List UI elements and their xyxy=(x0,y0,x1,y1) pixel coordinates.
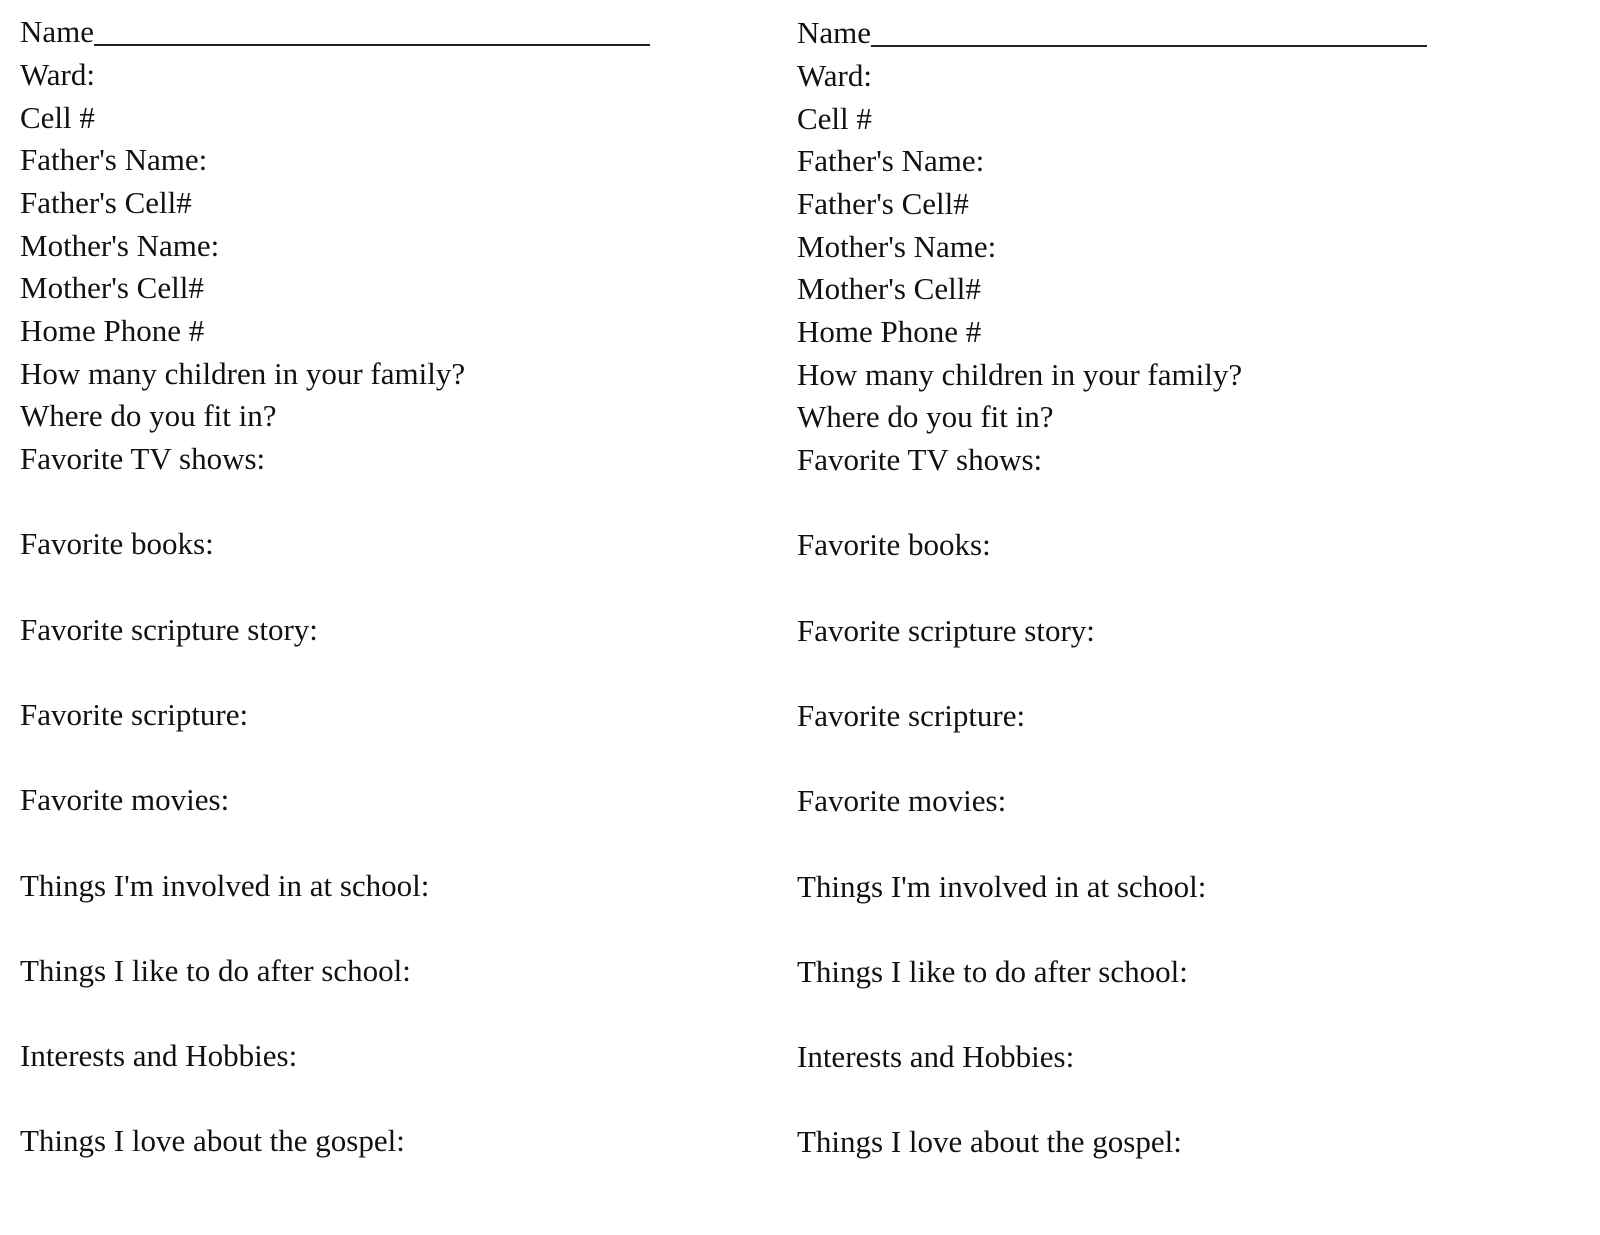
field-fit-in: Where do you fit in? xyxy=(797,399,1054,434)
field-father-name: Father's Name: xyxy=(797,143,985,178)
field-scripture: Favorite scripture: xyxy=(797,698,1026,733)
field-children-count: How many children in your family? xyxy=(797,357,1243,392)
field-interests-hobbies: Interests and Hobbies: xyxy=(797,1039,1075,1074)
field-home-phone: Home Phone # xyxy=(20,313,205,348)
field-school-involvement: Things I'm involved in at school: xyxy=(20,868,430,903)
name-label: Name xyxy=(797,15,872,50)
field-fit-in: Where do you fit in? xyxy=(20,398,277,433)
name-field xyxy=(20,12,650,52)
field-after-school: Things I like to do after school: xyxy=(797,954,1188,989)
field-tv-shows: Favorite TV shows: xyxy=(20,441,266,476)
field-father-cell: Father's Cell# xyxy=(20,185,192,220)
field-father-cell: Father's Cell# xyxy=(797,186,969,221)
field-cell: Cell # xyxy=(20,100,95,135)
field-scripture: Favorite scripture: xyxy=(20,697,249,732)
field-ward: Ward: xyxy=(20,57,95,92)
field-after-school: Things I like to do after school: xyxy=(20,953,411,988)
field-scripture-story: Favorite scripture story: xyxy=(797,613,1095,648)
field-school-involvement: Things I'm involved in at school: xyxy=(797,869,1207,904)
field-movies: Favorite movies: xyxy=(20,782,230,817)
name-field xyxy=(797,13,1427,53)
field-interests-hobbies: Interests and Hobbies: xyxy=(20,1038,298,1073)
field-mother-cell: Mother's Cell# xyxy=(797,271,981,306)
name-underline[interactable] xyxy=(871,45,1427,47)
field-movies: Favorite movies: xyxy=(797,783,1007,818)
field-books: Favorite books: xyxy=(797,527,991,562)
name-label: Name xyxy=(20,14,95,49)
field-books: Favorite books: xyxy=(20,526,214,561)
field-home-phone: Home Phone # xyxy=(797,314,982,349)
field-mother-name: Mother's Name: xyxy=(797,229,997,264)
field-tv-shows: Favorite TV shows: xyxy=(797,442,1043,477)
field-gospel: Things I love about the gospel: xyxy=(20,1123,405,1158)
field-mother-name: Mother's Name: xyxy=(20,228,220,263)
field-scripture-story: Favorite scripture story: xyxy=(20,612,318,647)
name-underline[interactable] xyxy=(94,44,650,46)
field-father-name: Father's Name: xyxy=(20,142,208,177)
field-cell: Cell # xyxy=(797,101,872,136)
field-mother-cell: Mother's Cell# xyxy=(20,270,204,305)
field-gospel: Things I love about the gospel: xyxy=(797,1124,1182,1159)
field-ward: Ward: xyxy=(797,58,872,93)
field-children-count: How many children in your family? xyxy=(20,356,466,391)
